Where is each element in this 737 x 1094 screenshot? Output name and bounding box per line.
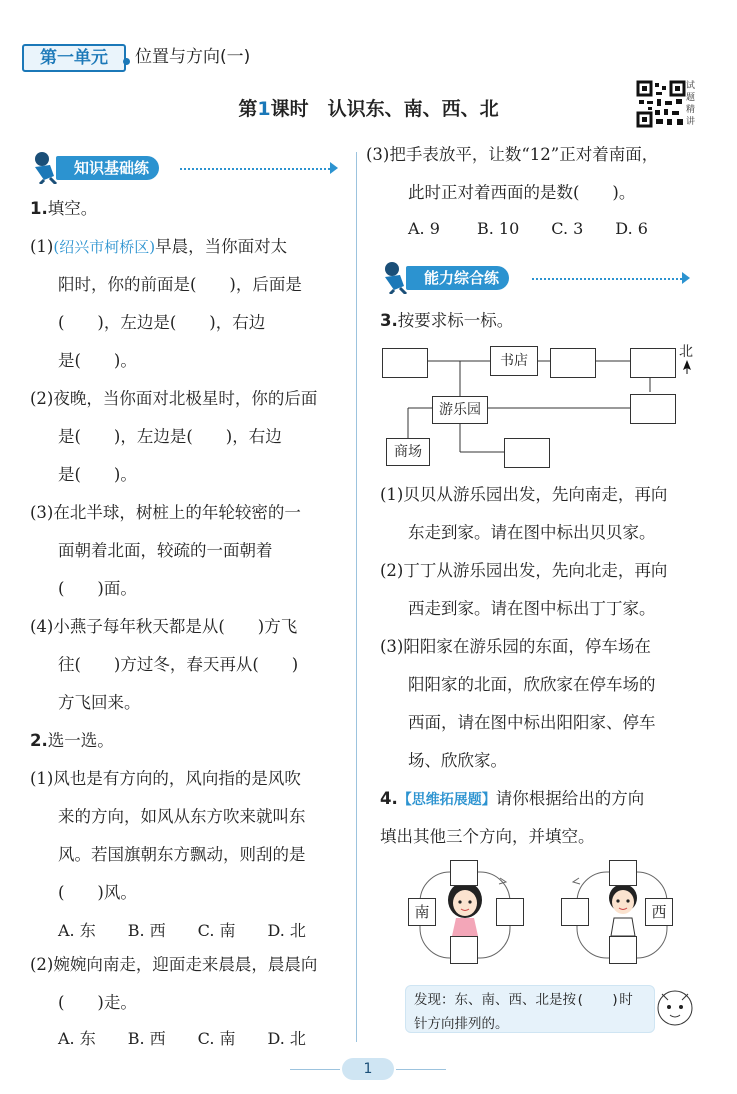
q2-p3-line2: 此时正对着西面的是数( )。 bbox=[408, 183, 636, 202]
q1-p4-line1: (4)小燕子每年秋天都是从( )方飞 bbox=[30, 617, 298, 636]
section-header-basic bbox=[30, 156, 350, 182]
q1-p1-line4: 是( )。 bbox=[58, 351, 137, 370]
q1-heading bbox=[30, 190, 97, 228]
q3-p2-line2: 西走到家。请在图中标出丁丁家。 bbox=[408, 599, 656, 618]
q1-p2-line3: 是( )。 bbox=[58, 465, 137, 484]
map-empty-box[interactable] bbox=[550, 348, 596, 378]
q2-p1-line3: 风。若国旗朝东方飘动，则刮的是 bbox=[58, 845, 306, 864]
q1-p2-line2: 是( )，左边是( )，右边 bbox=[58, 427, 282, 446]
lesson-name: 课时 认识东、南、西、北 bbox=[270, 98, 499, 120]
q1-p1-line3: ( )，左边是( )，右边 bbox=[58, 313, 266, 332]
q2-p2-line1: (2)婉婉向南走，迎面走来晨晨，晨晨向 bbox=[30, 955, 318, 974]
girl-figure-icon bbox=[442, 880, 488, 936]
qr-code-icon[interactable] bbox=[636, 80, 686, 128]
map-empty-box[interactable] bbox=[504, 438, 550, 468]
direction-blank-bottom[interactable] bbox=[450, 936, 478, 964]
unit-tag-dot bbox=[123, 58, 130, 65]
compass-diagram-left bbox=[400, 860, 530, 970]
arrow-right-icon bbox=[330, 162, 338, 174]
section-dots bbox=[180, 168, 330, 170]
q3-p1-line1: (1)贝贝从游乐园出发，先向南走，再向 bbox=[380, 485, 668, 504]
section-title: 知识基础练 bbox=[56, 156, 159, 180]
q2-title: 选一选。 bbox=[47, 731, 114, 750]
q4-line1 bbox=[380, 780, 644, 819]
girl-figure-icon bbox=[601, 880, 645, 936]
discovery-line1: 发现：东、南、西、北是按( )时 bbox=[414, 992, 633, 1008]
q3-number: 3. bbox=[380, 311, 398, 330]
direction-label-south: 南 bbox=[408, 898, 436, 926]
footer-line-right bbox=[396, 1069, 446, 1070]
q1-p4-line2: 往( )方过冬，春天再从( ) bbox=[58, 655, 299, 674]
q2-p1-line1: (1)风也是有方向的，风向指的是风吹 bbox=[30, 769, 301, 788]
q1-p1-line2: 阳时，你的前面是( )，后面是 bbox=[58, 275, 302, 294]
q3-p3-line1: (3)阳阳家在游乐园的东面，停车场在 bbox=[380, 637, 651, 656]
discovery-box bbox=[405, 985, 655, 1033]
q1-p1-text: 早晨，当你面对太 bbox=[155, 237, 288, 256]
column-divider bbox=[356, 152, 357, 1042]
direction-blank-top[interactable] bbox=[450, 860, 478, 886]
map-empty-box[interactable] bbox=[630, 394, 676, 424]
q2-number: 2. bbox=[30, 731, 48, 750]
q2-heading bbox=[30, 722, 114, 760]
q3-title: 按要求标一标。 bbox=[397, 311, 514, 330]
q1-p3-line2: 面朝着北面，较疏的一面朝着 bbox=[58, 541, 273, 560]
q1-p4-line3: 方飞回来。 bbox=[58, 693, 141, 712]
q3-p2-line1: (2)丁丁从游乐园出发，先向北走，再向 bbox=[380, 561, 668, 580]
section-dots bbox=[532, 278, 682, 280]
q2-p1-line4: ( )风。 bbox=[58, 883, 137, 902]
direction-blank-left[interactable] bbox=[561, 898, 589, 926]
lesson-title bbox=[0, 94, 737, 121]
q1-p2-line1: (2)夜晚，当你面对北极星时，你的后面 bbox=[30, 389, 318, 408]
footer-line-left bbox=[290, 1069, 340, 1070]
north-arrow-icon bbox=[682, 360, 692, 374]
q3-p3-line2: 阳阳家的北面，欣欣家在停车场的 bbox=[408, 675, 656, 694]
north-label: 北 bbox=[679, 344, 693, 360]
q1-p1-line1 bbox=[30, 228, 287, 266]
map-empty-box[interactable] bbox=[630, 348, 676, 378]
map-diagram bbox=[380, 342, 700, 470]
q2-p2-line2: ( )走。 bbox=[58, 993, 137, 1012]
q2-p3-options: A. 9 B. 10 C. 3 D. 6 bbox=[408, 219, 648, 238]
q1-p1-index: (1) bbox=[30, 237, 54, 256]
direction-blank-bottom[interactable] bbox=[609, 936, 637, 964]
lesson-prefix: 第 bbox=[238, 98, 258, 120]
q1-number: 1. bbox=[30, 199, 48, 218]
mascot-icon bbox=[650, 980, 700, 1032]
q1-p3-line1: (3)在北半球，树桩上的年轮较密的一 bbox=[30, 503, 301, 522]
lesson-number: 1 bbox=[257, 98, 271, 120]
q1-p3-line3: ( )面。 bbox=[58, 579, 137, 598]
q3-p3-line4: 场、欣欣家。 bbox=[408, 751, 507, 770]
q3-p1-line2: 东走到家。请在图中标出贝贝家。 bbox=[408, 523, 656, 542]
q2-p1-line2: 来的方向，如风从东方吹来就叫东 bbox=[58, 807, 306, 826]
q1-title: 填空。 bbox=[47, 199, 98, 218]
arrow-right-icon bbox=[682, 272, 690, 284]
q4-line2: 填出其他三个方向，并填空。 bbox=[380, 827, 595, 846]
section-header-ability bbox=[380, 266, 698, 292]
q2-p3-line1: (3)把手表放平，让数“12”正对着南面， bbox=[366, 145, 659, 164]
direction-blank-top[interactable] bbox=[609, 860, 637, 886]
qr-label: 试题精讲 bbox=[686, 81, 696, 127]
unit-title: 位置与方向(一) bbox=[135, 47, 251, 67]
q2-p2-options: A. 东 B. 西 C. 南 D. 北 bbox=[58, 1029, 306, 1048]
map-mall: 商场 bbox=[386, 438, 430, 466]
q3-heading bbox=[380, 302, 513, 340]
q2-p1-options: A. 东 B. 西 C. 南 D. 北 bbox=[58, 921, 306, 940]
direction-blank-right[interactable] bbox=[496, 898, 524, 926]
page-number: 1 bbox=[342, 1058, 394, 1080]
map-bookstore: 书店 bbox=[490, 346, 538, 376]
q1-p1-region-tag: (绍兴市柯桥区) bbox=[53, 238, 156, 256]
direction-label-west: 西 bbox=[645, 898, 673, 926]
map-empty-box[interactable] bbox=[382, 348, 428, 378]
map-park: 游乐园 bbox=[432, 396, 488, 424]
q4-tag: 【思维拓展题】 bbox=[397, 792, 496, 808]
q4-text: 请你根据给出的方向 bbox=[495, 789, 645, 808]
q4-number: 4. bbox=[380, 789, 398, 808]
discovery-line2: 针方向排列的。 bbox=[414, 1016, 509, 1032]
compass-diagram-right bbox=[555, 860, 690, 970]
section-title: 能力综合练 bbox=[406, 266, 509, 290]
unit-tag: 第一单元 bbox=[22, 44, 126, 72]
q3-p3-line3: 西面，请在图中标出阳阳家、停车 bbox=[408, 713, 656, 732]
